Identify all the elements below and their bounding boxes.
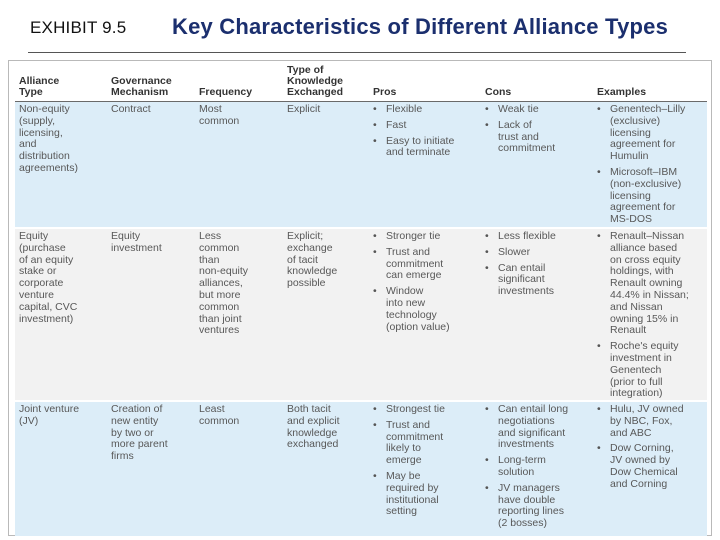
pros-item: • Strongest tie	[373, 403, 445, 415]
exhibit-label: EXHIBIT 9.5	[30, 18, 127, 37]
bullet-icon: •	[373, 245, 377, 258]
col-header-alliance-type: Alliance Type	[19, 75, 60, 98]
col-header-pros: Pros	[373, 86, 397, 98]
cons-item: • JV managers have double reporting lines (2 bosses)	[485, 481, 564, 530]
bullet-icon: •	[597, 165, 601, 178]
cons-item: • Less flexible	[485, 230, 556, 242]
pros-item: • Fast	[373, 118, 407, 131]
bullet-icon: •	[373, 285, 377, 298]
bullet-icon: •	[373, 418, 377, 431]
cons-item: • Lack of trust and commitment	[485, 118, 556, 155]
governance-cell: Contract	[111, 103, 151, 115]
knowledge-cell: Explicit	[287, 103, 321, 115]
bullet-icon: •	[485, 403, 489, 415]
bullet-icon: •	[485, 454, 489, 467]
frequency-cell: Least common	[199, 403, 240, 427]
examples-item: • Renault–Nissan alliance based on cross equity holdings, with Renault owning 44.4% in Nissan; and Nissan owning 15% in Renault	[597, 230, 689, 337]
alliance-type-cell: Equity (purchase of an equity stake or corporate venture capital, CVC investment)	[19, 230, 78, 325]
bullet-icon: •	[597, 103, 601, 115]
cons-item: • Long-term solution	[485, 454, 546, 478]
cons-item: • Can entail significant investments	[485, 261, 555, 298]
bullet-icon: •	[485, 245, 489, 258]
bullet-icon: •	[597, 340, 601, 353]
pros-cell	[373, 104, 485, 163]
examples-item: • Dow Corning, JV owned by Dow Chemical and Corning	[597, 442, 678, 490]
exhibit-table-frame	[8, 60, 712, 536]
knowledge-cell: Explicit; exchange of tacit knowledge possible	[287, 230, 338, 290]
bullet-icon: •	[373, 103, 377, 115]
table-row-non-equity	[15, 102, 707, 228]
alliance-type-cell: Joint venture (JV)	[19, 403, 80, 427]
pros-item: • Trust and commitment likely to emerge	[373, 418, 444, 467]
cons-cell	[485, 404, 597, 534]
table-row-equity	[15, 229, 707, 400]
table-header-row	[15, 63, 707, 102]
bullet-icon: •	[485, 261, 489, 274]
bullet-icon: •	[485, 118, 489, 131]
governance-cell: Equity investment	[111, 230, 162, 254]
pros-cell	[373, 231, 485, 337]
frequency-cell: Less common than non-equity alliances, but more common than joint ventures	[199, 230, 249, 337]
slide-title: Key Characteristics of Different Alliance Types	[172, 14, 669, 39]
bullet-icon: •	[373, 118, 377, 131]
bullet-icon: •	[373, 230, 377, 242]
col-header-examples: Examples	[597, 86, 647, 98]
title-rule	[28, 52, 686, 53]
pros-item: • Trust and commitment can emerge	[373, 245, 444, 282]
examples-cell	[597, 104, 707, 230]
col-header-knowledge: Type of Knowledge Exchanged	[287, 64, 344, 98]
examples-cell	[597, 404, 707, 495]
examples-cell	[597, 231, 707, 404]
examples-item: • Roche's equity investment in Genentech (prior to full integration)	[597, 340, 679, 400]
pros-item: • Stronger tie	[373, 230, 441, 242]
pros-cell	[373, 404, 485, 522]
examples-item: • Microsoft–IBM (non-exclusive) licensing agreement for MS-DOS	[597, 165, 682, 226]
bullet-icon: •	[373, 469, 377, 482]
bullet-icon: •	[373, 134, 377, 147]
cons-cell	[485, 104, 597, 159]
col-header-governance: Governance Mechanism	[111, 75, 172, 98]
cons-cell	[485, 231, 597, 302]
bullet-icon: •	[485, 103, 489, 115]
slide-header	[0, 0, 720, 50]
cons-item: • Weak tie	[485, 103, 539, 115]
pros-item: • May be required by institutional setting	[373, 469, 439, 518]
frequency-cell: Most common	[199, 103, 240, 127]
cons-item: • Slower	[485, 245, 531, 258]
bullet-icon: •	[373, 403, 377, 415]
cons-item: • Can entail long negotiations and significant investments	[485, 403, 569, 451]
governance-cell: Creation of new entity by two or more parent firms	[111, 403, 168, 463]
knowledge-cell: Both tacit and explicit knowledge exchanged	[287, 403, 340, 451]
bullet-icon: •	[597, 442, 601, 455]
bullet-icon: •	[485, 481, 489, 494]
bullet-icon: •	[597, 230, 601, 242]
pros-item: • Window into new technology (option value)	[373, 285, 450, 333]
examples-item: • Hulu, JV owned by NBC, Fox, and ABC	[597, 403, 684, 439]
examples-item: • Genentech–Lilly (exclusive) licensing agreement for Humulin	[597, 103, 686, 163]
col-header-frequency: Frequency	[199, 86, 253, 98]
pros-item: • Easy to initiate and terminate	[373, 134, 455, 159]
bullet-icon: •	[485, 230, 489, 242]
table-row-joint-venture	[15, 402, 707, 536]
pros-item: • Flexible	[373, 103, 423, 115]
alliance-type-cell: Non-equity (supply, licensing, and distribution agreements)	[19, 103, 78, 174]
col-header-cons: Cons	[485, 86, 512, 98]
bullet-icon: •	[597, 403, 601, 415]
